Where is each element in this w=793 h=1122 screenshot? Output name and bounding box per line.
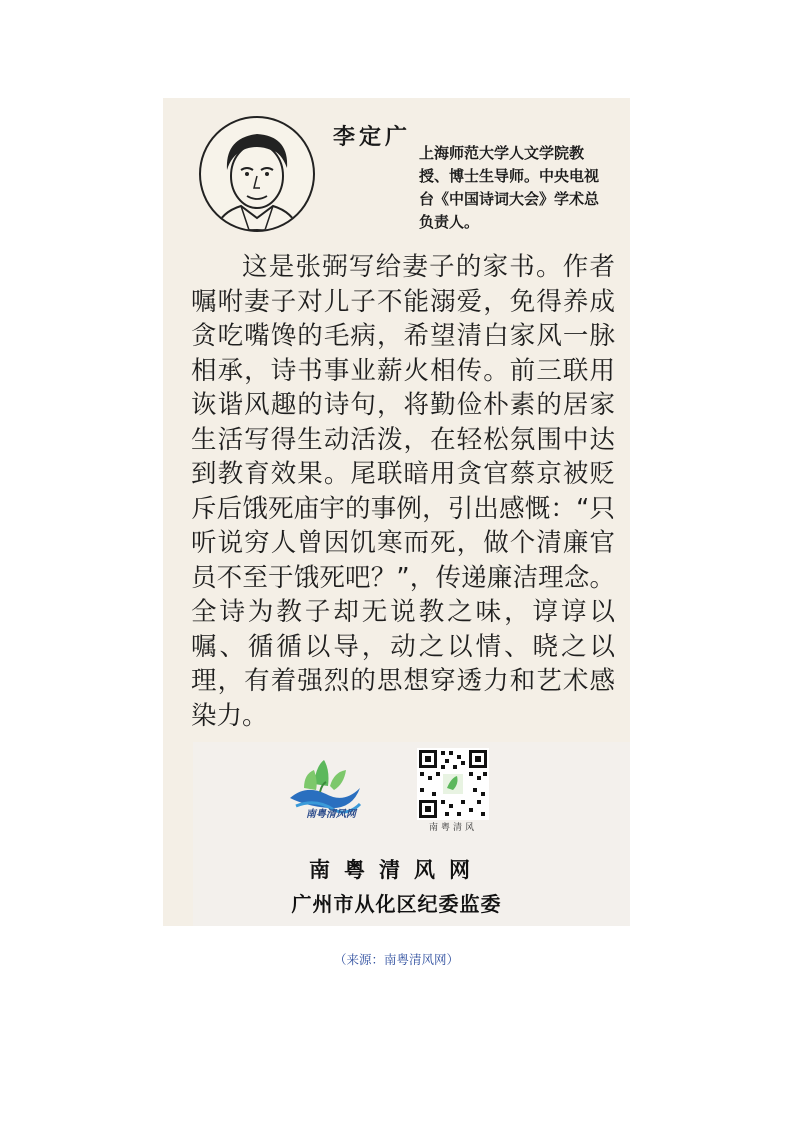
site-name: 南粤清风网 [309, 858, 484, 882]
commentary-text: 这是张弼写给妻子的家书。作者嘱咐妻子对儿子不能溺爱，免得养成贪吃嘴馋的毛病，希望清白家风一脉相承，诗书事业薪火相传。前三联用诙谐风趣的诗句，将勤俭朴素的居家生活写得生动活泼，在轻松氛围中达到教育效果。尾联暗用贪官蔡京被贬斥后饿死庙宇的事例，引出感慨：“只听说穷人曾因饥寒而死，做个清廉官员不至于饿死吧？”，传递廉洁理念。全诗为教子却无说教之味，谆谆以嘱、循循以导，动之以情、晓之以理，有着强烈的思想穿透力和艺术感染力。 [191, 252, 615, 731]
author-portrait [199, 116, 315, 232]
qr-code[interactable] [417, 748, 489, 820]
author-block [163, 98, 630, 238]
logo-caption: 南粤清风网 [306, 809, 356, 820]
org-name: 广州市从化区纪委监委 [291, 892, 502, 916]
source-note: （来源：南粤清风网） [333, 952, 459, 967]
author-bio [323, 142, 613, 234]
poster-card [163, 98, 630, 926]
author-bio-text: 上海师范大学人文学院教授、博士生导师。中央电视台《中国诗词大会》学术总负责人。 [419, 144, 600, 231]
portrait-sketch-icon [201, 118, 313, 230]
author-name: 李定广 [333, 124, 412, 150]
qr-caption: 南粤清风 [428, 823, 477, 833]
qr-code-icon [417, 748, 489, 820]
